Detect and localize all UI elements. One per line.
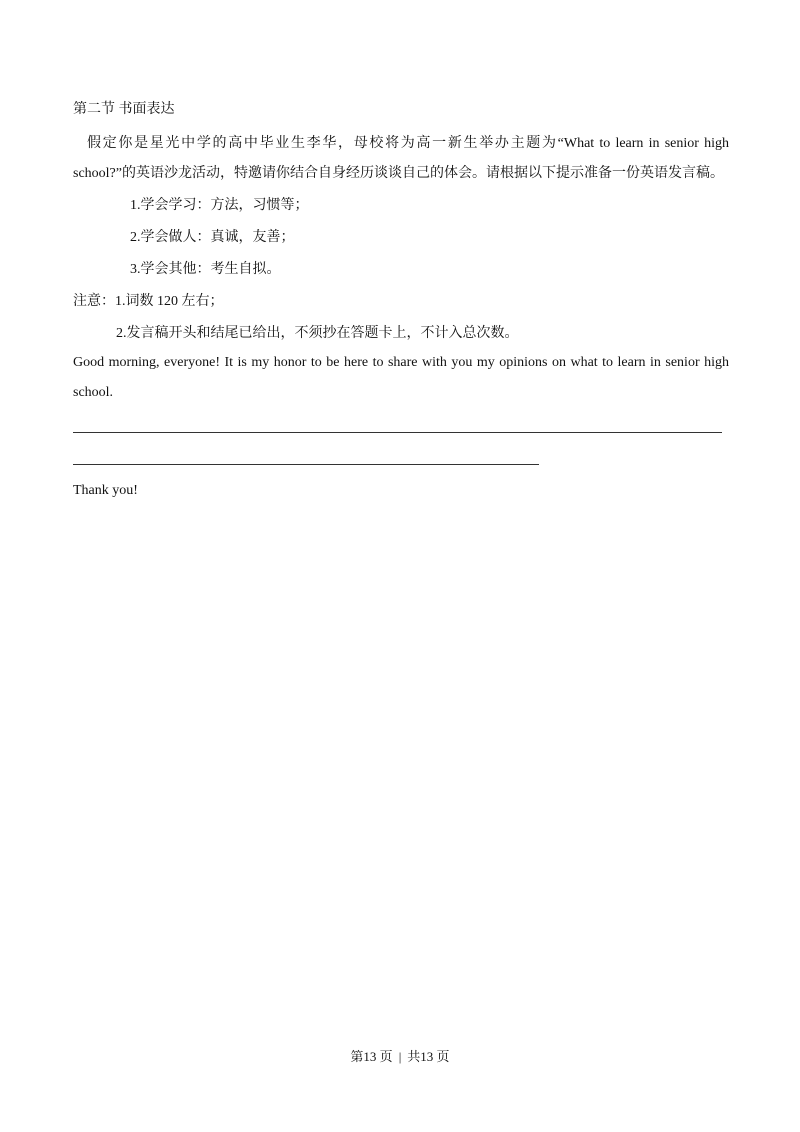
page-number: 第13 页 (350, 1049, 393, 1064)
speech-closing: Thank you! (73, 483, 138, 498)
footer-separator: | (398, 1049, 402, 1064)
note-opening-closing: 2.发言稿开头和结尾已给出，不须抄在答题卡上，不计入总次数。 (116, 326, 519, 341)
answer-line-1[interactable] (73, 432, 722, 433)
note-word-count: 注意：1.词数 120 左右； (73, 294, 224, 309)
answer-line-2[interactable] (73, 464, 539, 465)
page-total: 共13 页 (407, 1049, 450, 1064)
speech-opening: Good morning, everyone! It is my honor to be here to share with you my opinions on what to learn in senior high school. (73, 355, 729, 400)
prompt-point-1: 1.学会学习：方法，习惯等； (130, 198, 309, 213)
page-footer (0, 1048, 800, 1066)
prompt-point-3: 3.学会其他：考生自拟。 (130, 262, 281, 277)
prompt-point-2: 2.学会做人：真诚，友善； (130, 230, 295, 245)
section-heading: 第二节 书面表达 (73, 102, 175, 117)
prompt-intro: 假定你是星光中学的高中毕业生李华，母校将为高一新生举办主题为“What to learn in senior high school?”的英语沙龙活动，特邀请你结合自身经历谈谈自己的体会。请根据以下提示准备一份英语发言稿。 (73, 136, 729, 181)
